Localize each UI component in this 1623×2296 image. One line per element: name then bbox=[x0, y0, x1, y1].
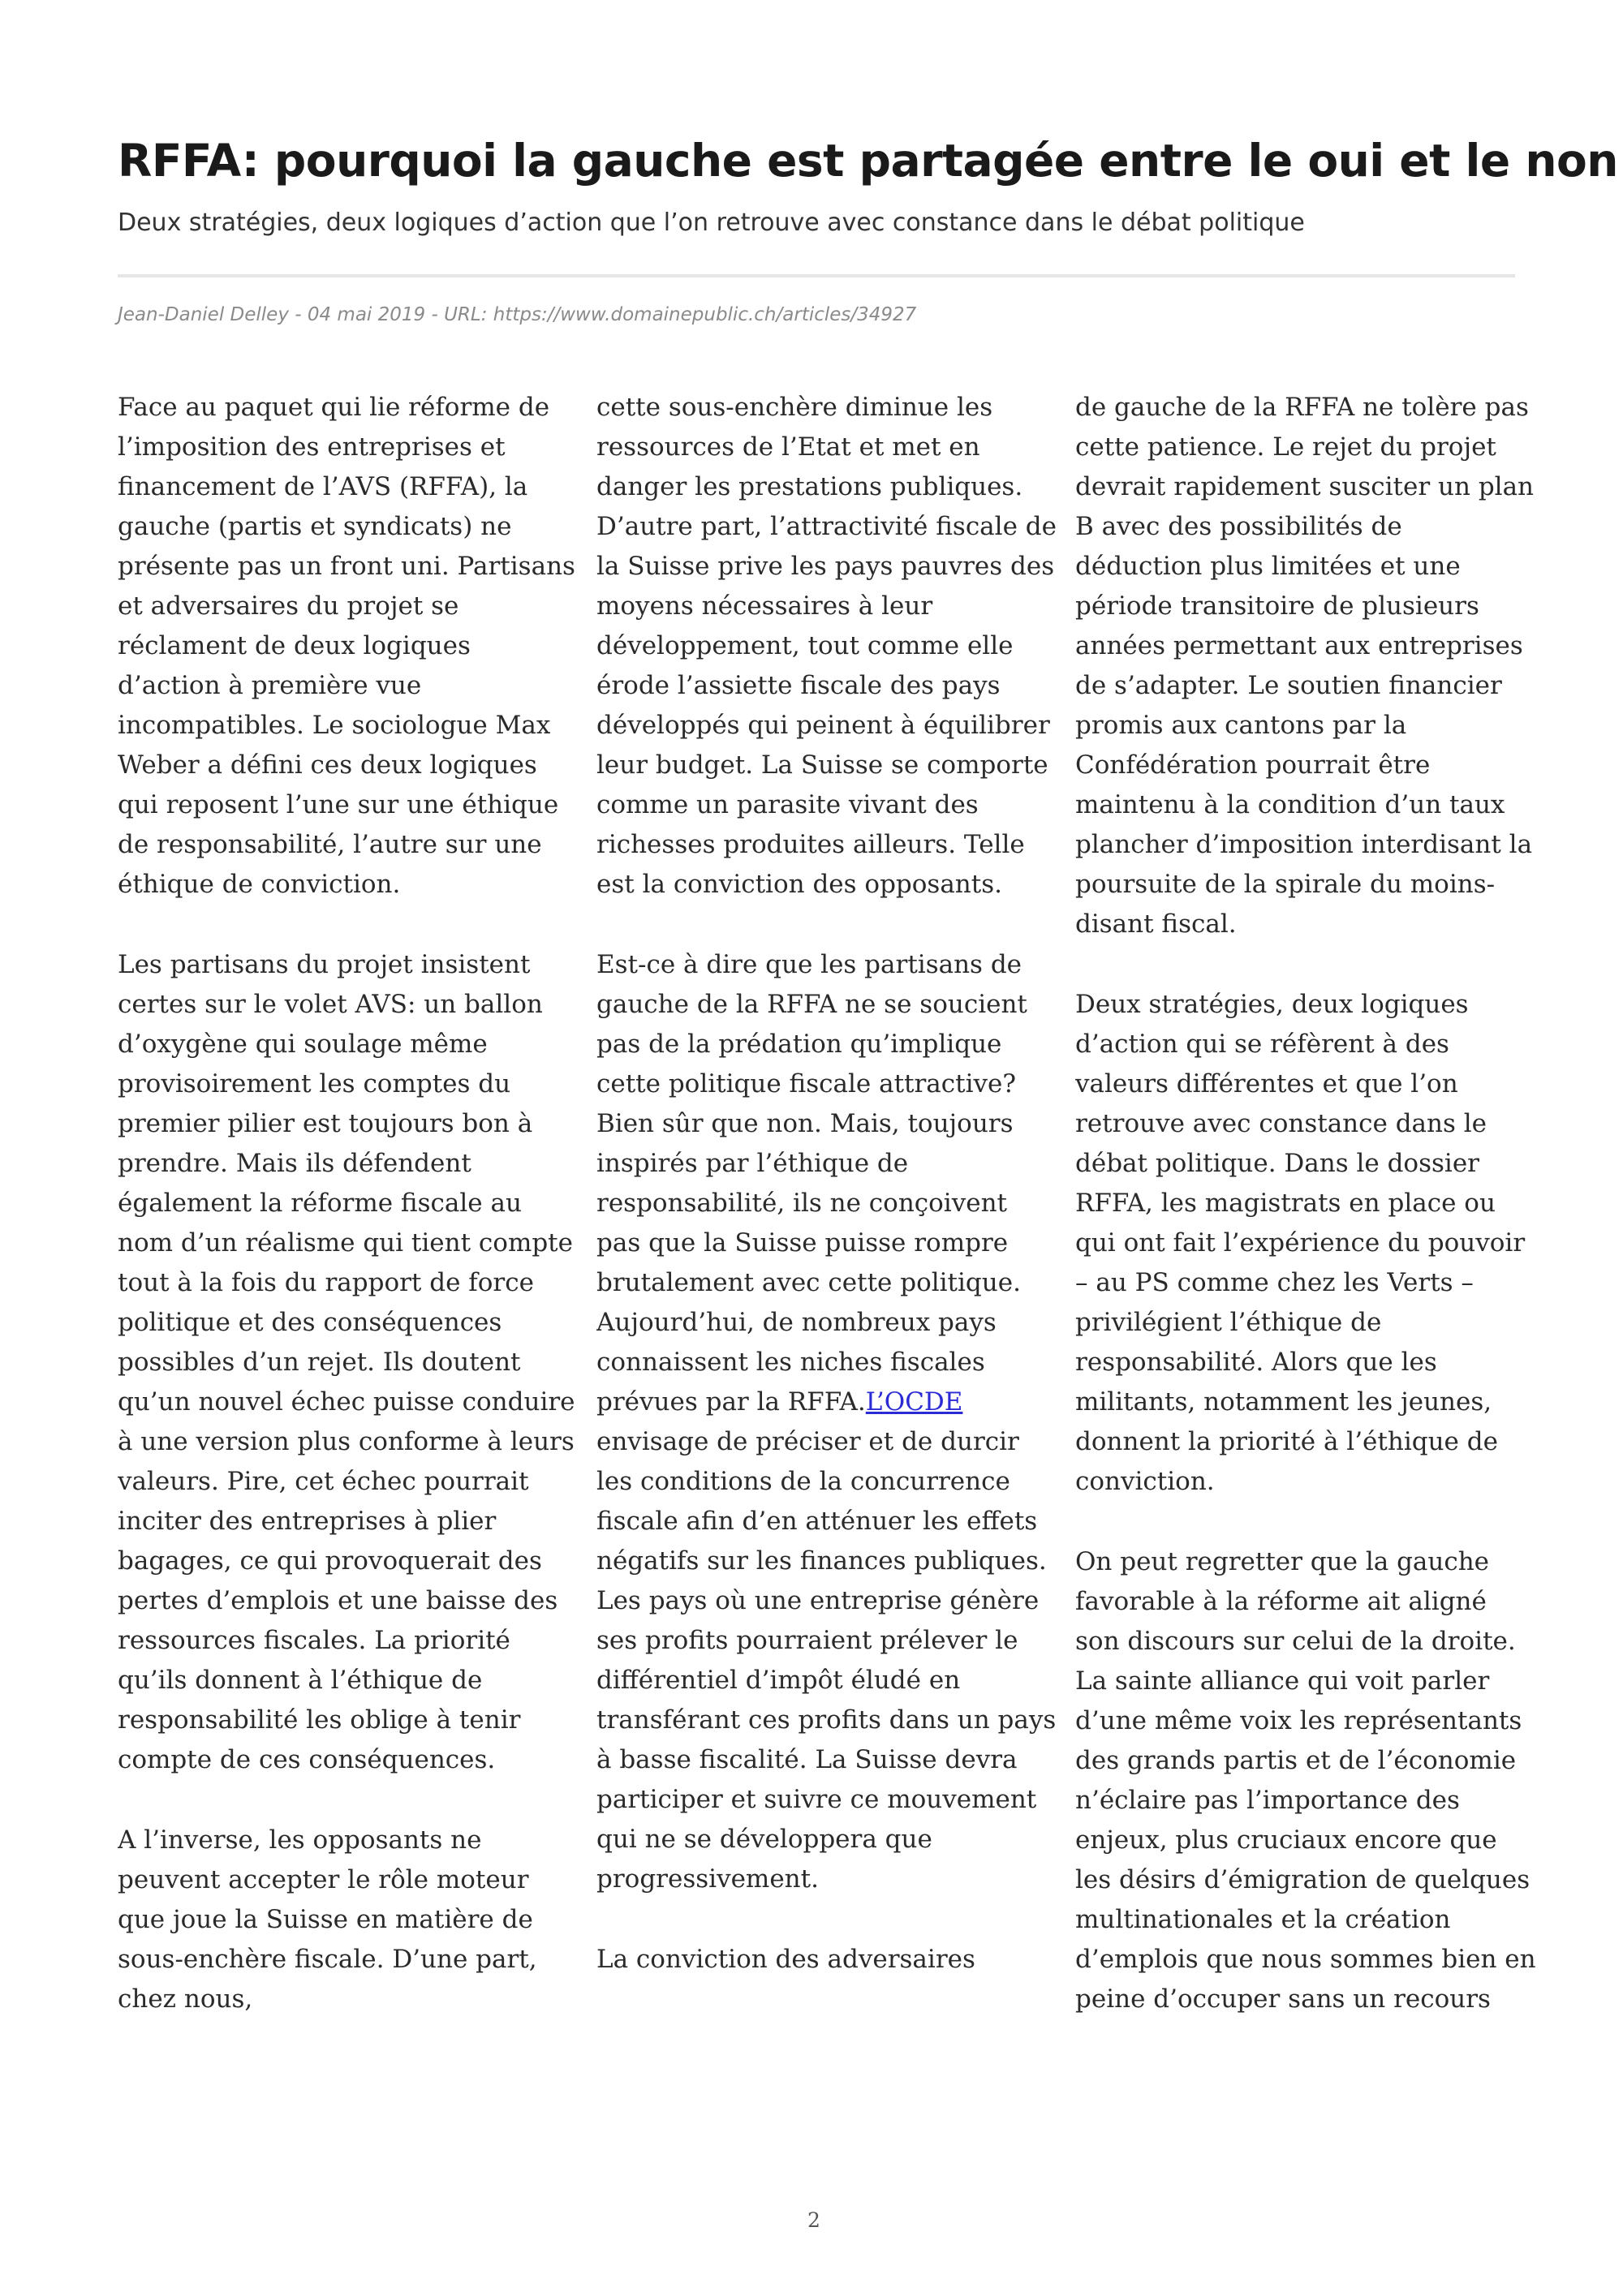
paragraph: On peut regretter que la gauche favorable à la réforme ait aligné son discours sur celui de la droite. La sainte alliance qui voit parler d’une même voix les représentants des grands partis et de l’économie n’éclaire pas l’importance des enjeux, plus cruciaux encore que les désirs d’émigration de quelques multinationales et la création d’emplois que nous sommes bien en peine d’occuper sans un recours bbox=[1075, 1547, 1536, 2014]
paragraph bbox=[596, 945, 1075, 1899]
paragraph: Face au paquet qui lie réforme de l’imposition des entreprises et financement de l’AVS (RFFA), la gauche (partis et syndicats) ne présente pas un front uni. Partisans et adversaires du projet se réclament de deux logiques d’action à première vue incompatibles. Le sociologue Max Weber a défini ces deux logiques qui reposent l’une sur une éthique de responsabilité, l’autre sur une éthique de conviction. bbox=[118, 393, 575, 899]
article-meta: Jean-Daniel Delley - 04 mai 2019 - URL: https://www.domainepublic.ch/articles/34927 bbox=[118, 304, 917, 325]
paragraph: Deux stratégies, deux logiques d’action qui se réfèrent à des valeurs différentes et que l’on retrouve avec constance dans le débat politique. Dans le dossier RFFA, les magistrats en place ou qui ont fait l’expérience du pouvoir – au PS comme chez les Verts – privilégient l’éthique de responsabilité. Alors que les militants, notamment les jeunes, donnent la priorité à l’éthique de conviction. bbox=[1075, 990, 1526, 1496]
paragraph: Les partisans du projet insistent certes sur le volet AVS: un ballon d’oxygène qui soulage même provisoirement les comptes du premier pilier est toujours bon à prendre. Mais ils défendent également la réforme fiscale au nom d’un réalisme qui tient compte tout à la fois du rapport de force politique et des conséquences possibles d’un rejet. Ils doutent qu’un nouvel échec puisse conduire à une version plus conforme à leurs valeurs. Pire, cet échec pourrait inciter des entreprises à plier bagages, ce qui provoquerait des pertes d’emplois et une baisse des ressources fiscales. La priorité qu’ils donnent à l’éthique de responsabilité les oblige à tenir compte de ces conséquences. bbox=[118, 950, 575, 1774]
paragraph: La conviction des adversaires bbox=[596, 1945, 975, 1974]
column-3 bbox=[1075, 388, 1554, 2189]
header-divider bbox=[118, 274, 1515, 277]
paragraph-text: envisage de préciser et de durcir les conditions de la concurrence fiscale afin d’en atténuer les effets négatifs sur les finances publiques. Les pays où une entreprise génère ses profits pourraient prélever le différentiel d’impôt éludé en transférant ces profits dans un pays à basse fiscalité. La Suisse devra participer et suivre ce mouvement qui ne se développera que progressivement. bbox=[596, 1427, 1057, 1894]
oecd-link[interactable]: L’OCDE bbox=[865, 1387, 963, 1417]
column-2 bbox=[596, 388, 1075, 2189]
article-subtitle: Deux stratégies, deux logiques d’action que l’on retrouve avec constance dans le débat politique bbox=[118, 209, 1305, 237]
page-number: 2 bbox=[807, 2208, 820, 2232]
paragraph: de gauche de la RFFA ne tolère pas cette patience. Le rejet du projet devrait rapidement susciter un plan B avec des possibilités de déduction plus limitées et une période transitoire de plusieurs années permettant aux entreprises de s’adapter. Le soutien financier promis aux cantons par la Confédération pourrait être maintenu à la condition d’un taux plancher d’imposition interdisant la poursuite de la spirale du moins-disant fiscal. bbox=[1075, 393, 1535, 939]
column-1 bbox=[118, 388, 596, 2189]
paragraph-text: Est-ce à dire que les partisans de gauche de la RFFA ne se soucient pas de la prédation qu’implique cette politique fiscale attractive? Bien sûr que non. Mais, toujours inspirés par l’éthique de responsabilité, ils ne conçoivent pas que la Suisse puisse rompre brutalement avec cette politique. Aujourd’hui, de nombreux pays connaissent les niches fiscales prévues par la RFFA. bbox=[596, 950, 1027, 1417]
article-title: RFFA: pourquoi la gauche est partagée entre le oui et le non bbox=[118, 135, 1618, 187]
paragraph: A l’inverse, les opposants ne peuvent accepter le rôle moteur que joue la Suisse en matière de sous-enchère fiscale. D’une part, chez nous, bbox=[118, 1825, 537, 2014]
paragraph: cette sous-enchère diminue les ressources de l’Etat et met en danger les prestations publiques. D’autre part, l’attractivité fiscale de la Suisse prive les pays pauvres des moyens nécessaires à leur développement, tout comme elle érode l’assiette fiscale des pays développés qui peinent à équilibrer leur budget. La Suisse se comporte comme un parasite vivant des richesses produites ailleurs. Telle est la conviction des opposants. bbox=[596, 393, 1057, 899]
article-body bbox=[118, 388, 1536, 2189]
